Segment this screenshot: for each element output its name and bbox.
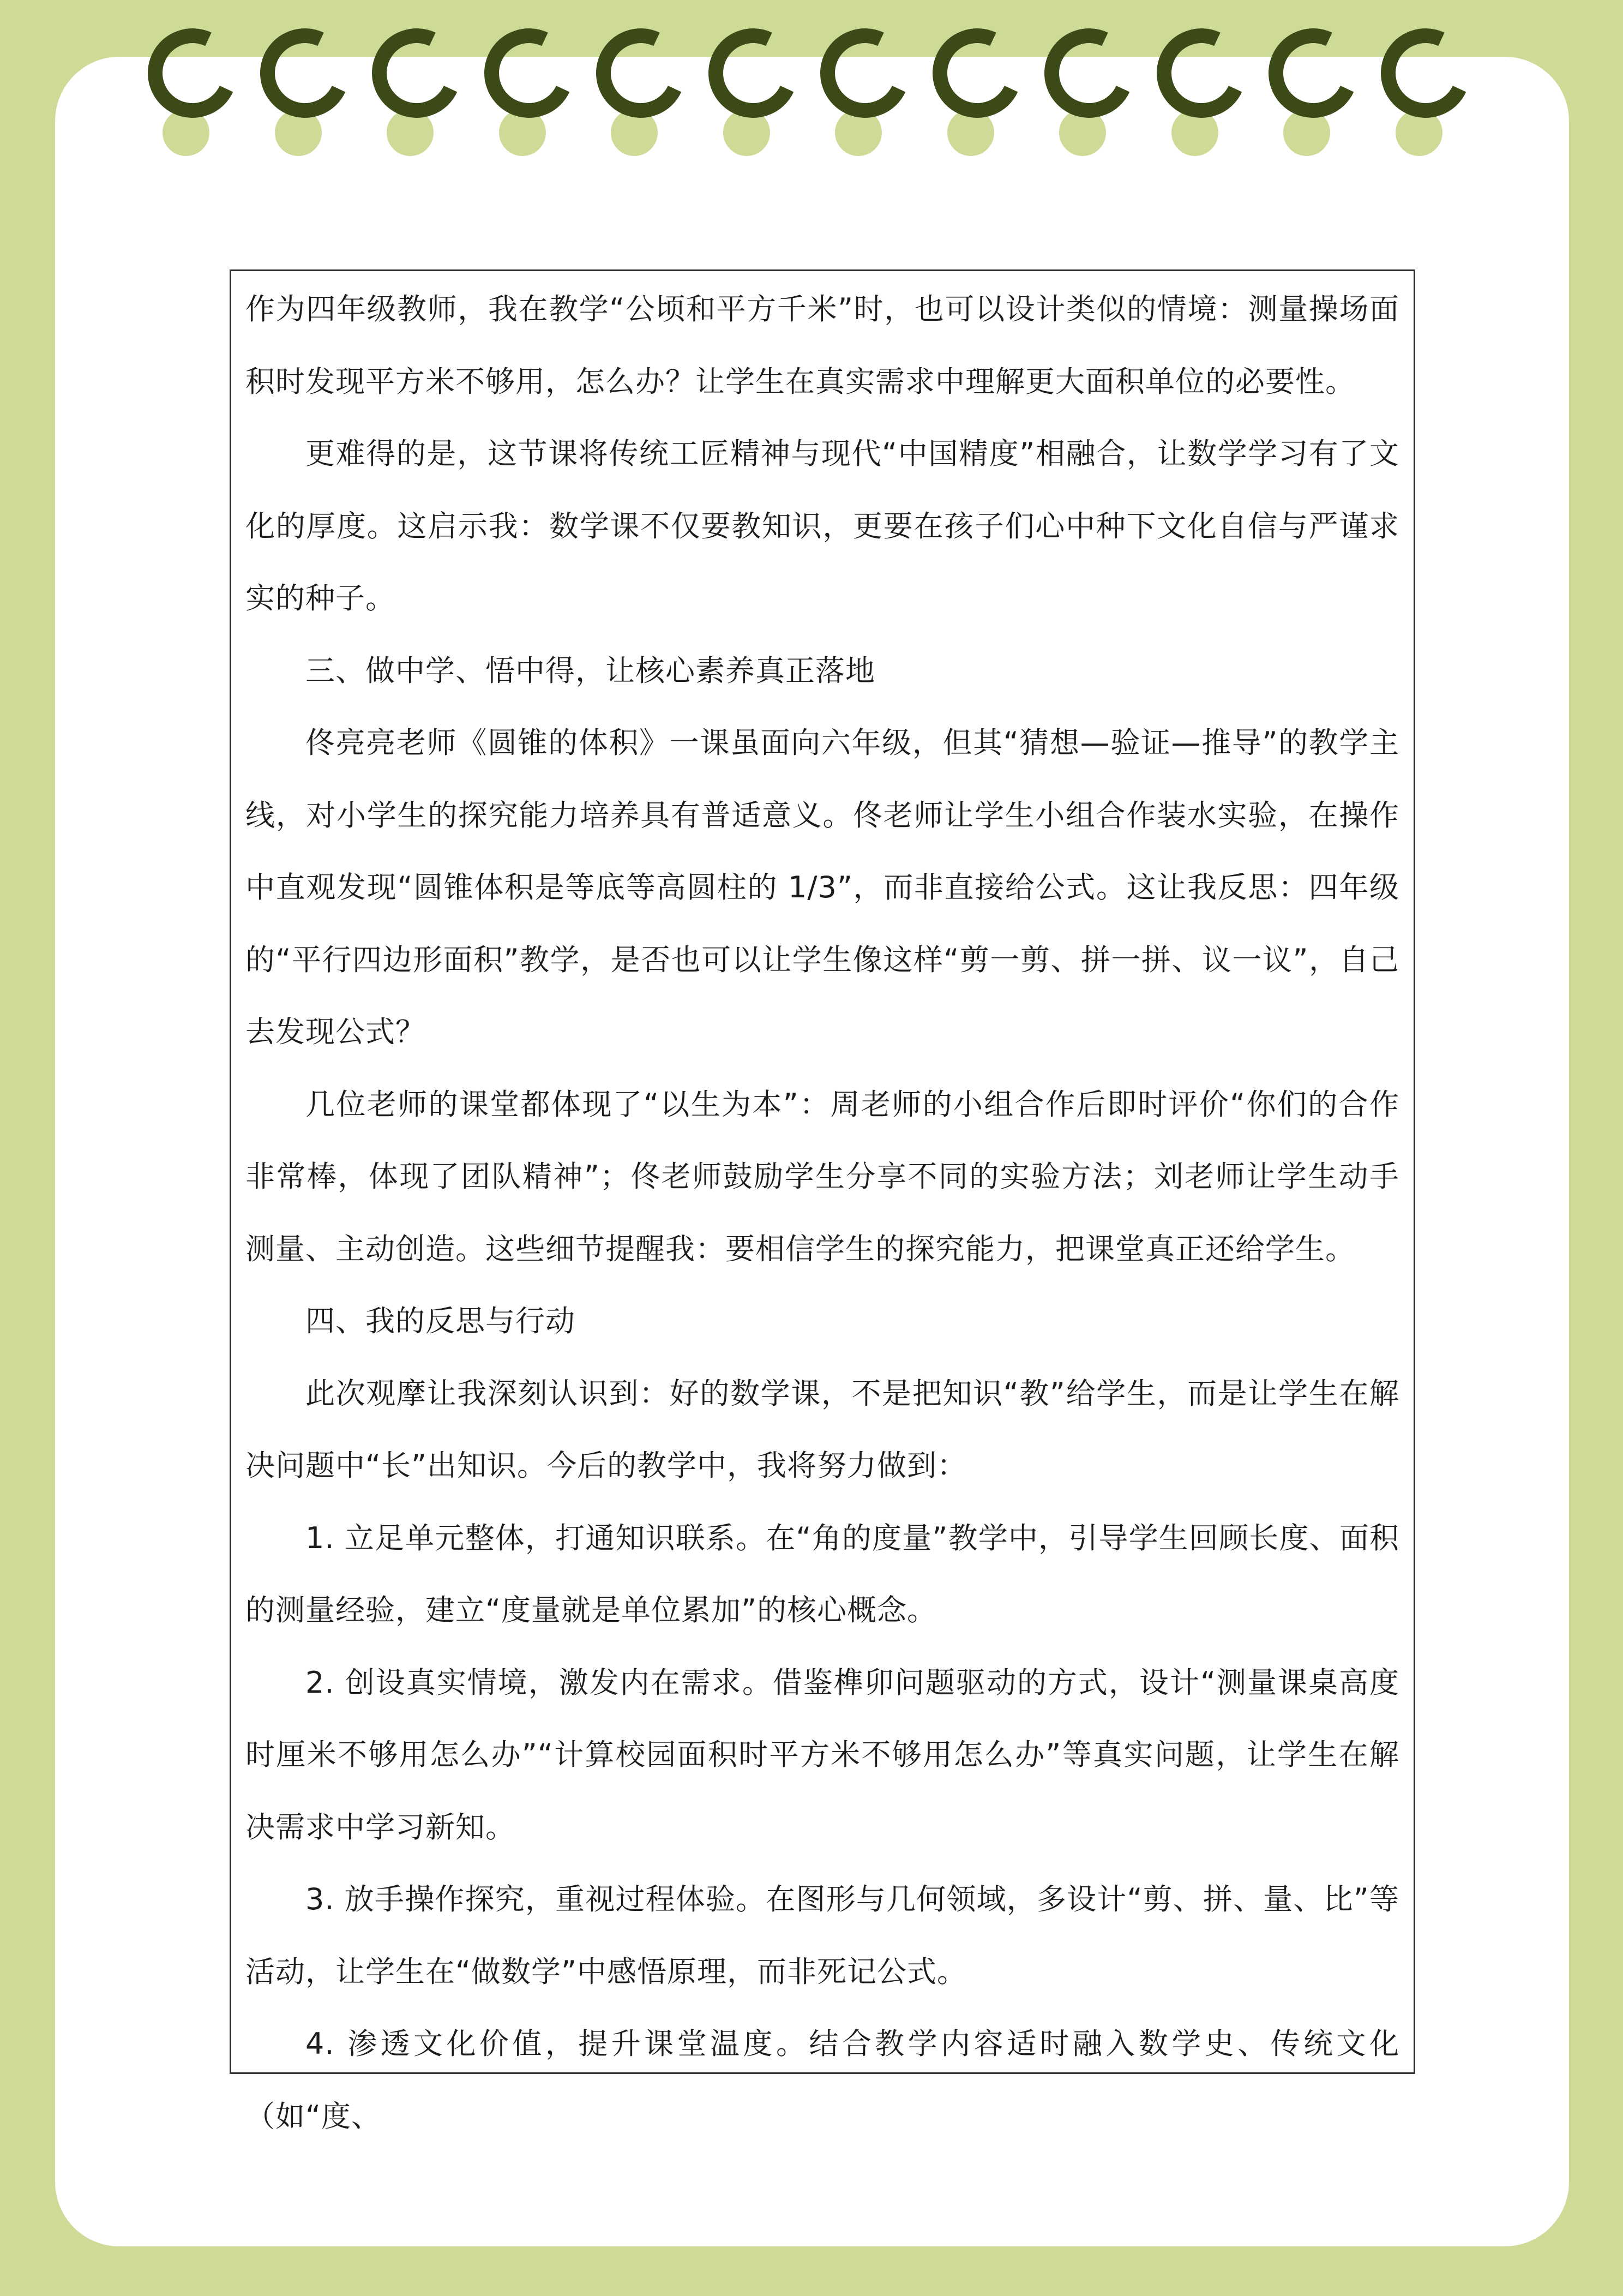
binding-ring (359, 16, 474, 130)
paragraph: 佟亮亮老师《圆锥的体积》一课虽面向六年级，但其“猜想—验证—推导”的教学主线，对小学生的探究能力培养具有普适意义。佟老师让学生小组合作装水实验，在操作中直观发现“圆锥体积是等底等高圆柱的 1/3”，而非直接给公式。这让我反思：四年级的“平行四边形面积”教学，是否也可以让学生像这样“剪一剪、拼一拼、议一议”，自己去发现公式？ (245, 726, 1399, 1049)
paragraph: 此次观摩让我深刻认识到：好的数学课，不是把知识“教”给学生，而是让学生在解决问题中“长”出知识。今后的教学中，我将努力做到： (245, 1376, 1399, 1483)
binding-ring (1144, 16, 1259, 130)
section-heading: 四、我的反思与行动 (305, 1304, 575, 1338)
list-item: 4. 渗透文化价值，提升课堂温度。结合教学内容适时融入数学史、传统文化（如“度、 (245, 2027, 1399, 2133)
binding-ring (135, 16, 250, 130)
section-heading: 三、做中学、悟中得，让核心素养真正落地 (305, 653, 875, 688)
binding-ring (584, 16, 698, 130)
binding-ring (696, 16, 810, 130)
paragraph: 更难得的是，这节课将传统工匠精神与现代“中国精度”相融合，让数学学习有了文化的厚度。这启示我：数学课不仅要教知识，更要在孩子们心中种下文化自信与严谨求实的种子。 (245, 436, 1399, 615)
binding-ring (1368, 16, 1483, 130)
list-item: 3. 放手操作探究，重视过程体验。在图形与几何领域，多设计“剪、拼、量、比”等活动，让学生在“做数学”中感悟原理，而非死记公式。 (245, 1882, 1399, 1989)
spiral-binding (0, 0, 1623, 164)
text-frame (230, 269, 1415, 2133)
binding-ring (1256, 16, 1370, 130)
paragraph: 几位老师的课堂都体现了“以生为本”：周老师的小组合作后即时评价“你们的合作非常棒，体现了团队精神”；佟老师鼓励学生分享不同的实验方法；刘老师让学生动手测量、主动创造。这些细节提醒我：要相信学生的探究能力，把课堂真正还给学生。 (245, 1087, 1399, 1266)
paragraph: 作为四年级教师，我在教学“公顷和平方千米”时，也可以设计类似的情境：测量操场面积时发现平方米不够用，怎么办？让学生在真实需求中理解更大面积单位的必要性。 (245, 292, 1399, 399)
binding-ring (808, 16, 922, 130)
list-item: 1. 立足单元整体，打通知识联系。在“角的度量”教学中，引导学生回顾长度、面积的测量经验，建立“度量就是单位累加”的核心概念。 (245, 1520, 1399, 1627)
binding-ring (248, 16, 362, 130)
list-item: 2. 创设真实情境，激发内在需求。借鉴榫卯问题驱动的方式，设计“测量课桌高度时厘米不够用怎么办”“计算校园面积时平方米不够用怎么办”等真实问题，让学生在解决需求中学习新知。 (245, 1665, 1399, 1844)
binding-ring (920, 16, 1035, 130)
binding-ring (472, 16, 586, 130)
binding-ring (1032, 16, 1146, 130)
